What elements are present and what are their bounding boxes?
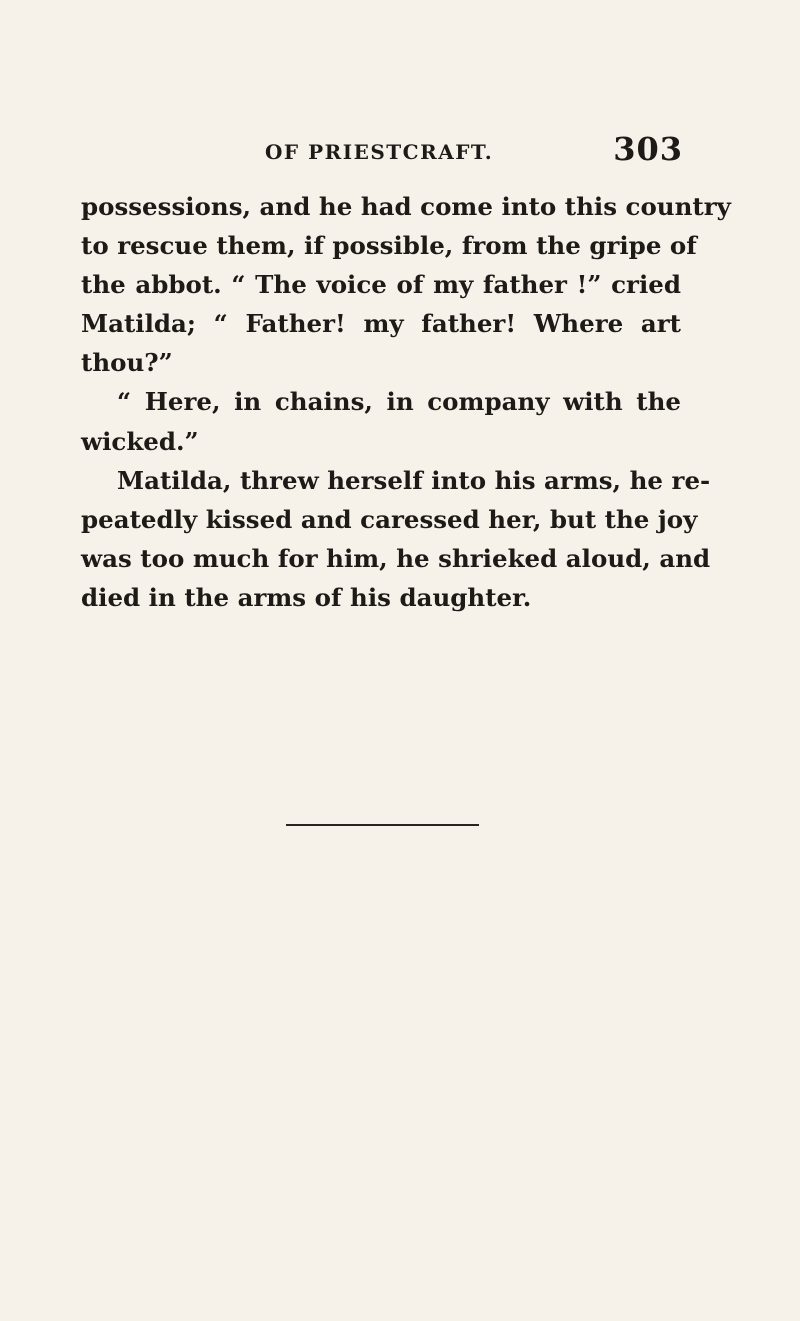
- text-line: wicked.”: [81, 426, 199, 456]
- body-text: [81, 187, 731, 617]
- running-head-title: OF PRIESTCRAFT.: [265, 140, 494, 164]
- text-line: was too much for him, he shrieked aloud, and: [81, 543, 711, 573]
- text-line: peatedly kissed and caressed her, but the joy: [81, 504, 698, 534]
- text-line: died in the arms of his daughter.: [81, 582, 532, 612]
- page-number: 303: [613, 130, 683, 168]
- text-line: to rescue them, if possible, from the gripe of: [81, 231, 697, 261]
- text-line: Matilda, threw herself into his arms, he re-: [117, 465, 711, 495]
- text-line: possessions, and he had come into this country: [81, 192, 731, 221]
- text-line: Matilda; “ Father! my father! Where art: [81, 309, 681, 339]
- text-line: thou?”: [81, 348, 173, 378]
- text-line: “ Here, in chains, in company with the: [117, 387, 681, 417]
- text-line: the abbot. “ The voice of my father !” cried: [81, 270, 681, 300]
- section-end-rule: [286, 824, 479, 826]
